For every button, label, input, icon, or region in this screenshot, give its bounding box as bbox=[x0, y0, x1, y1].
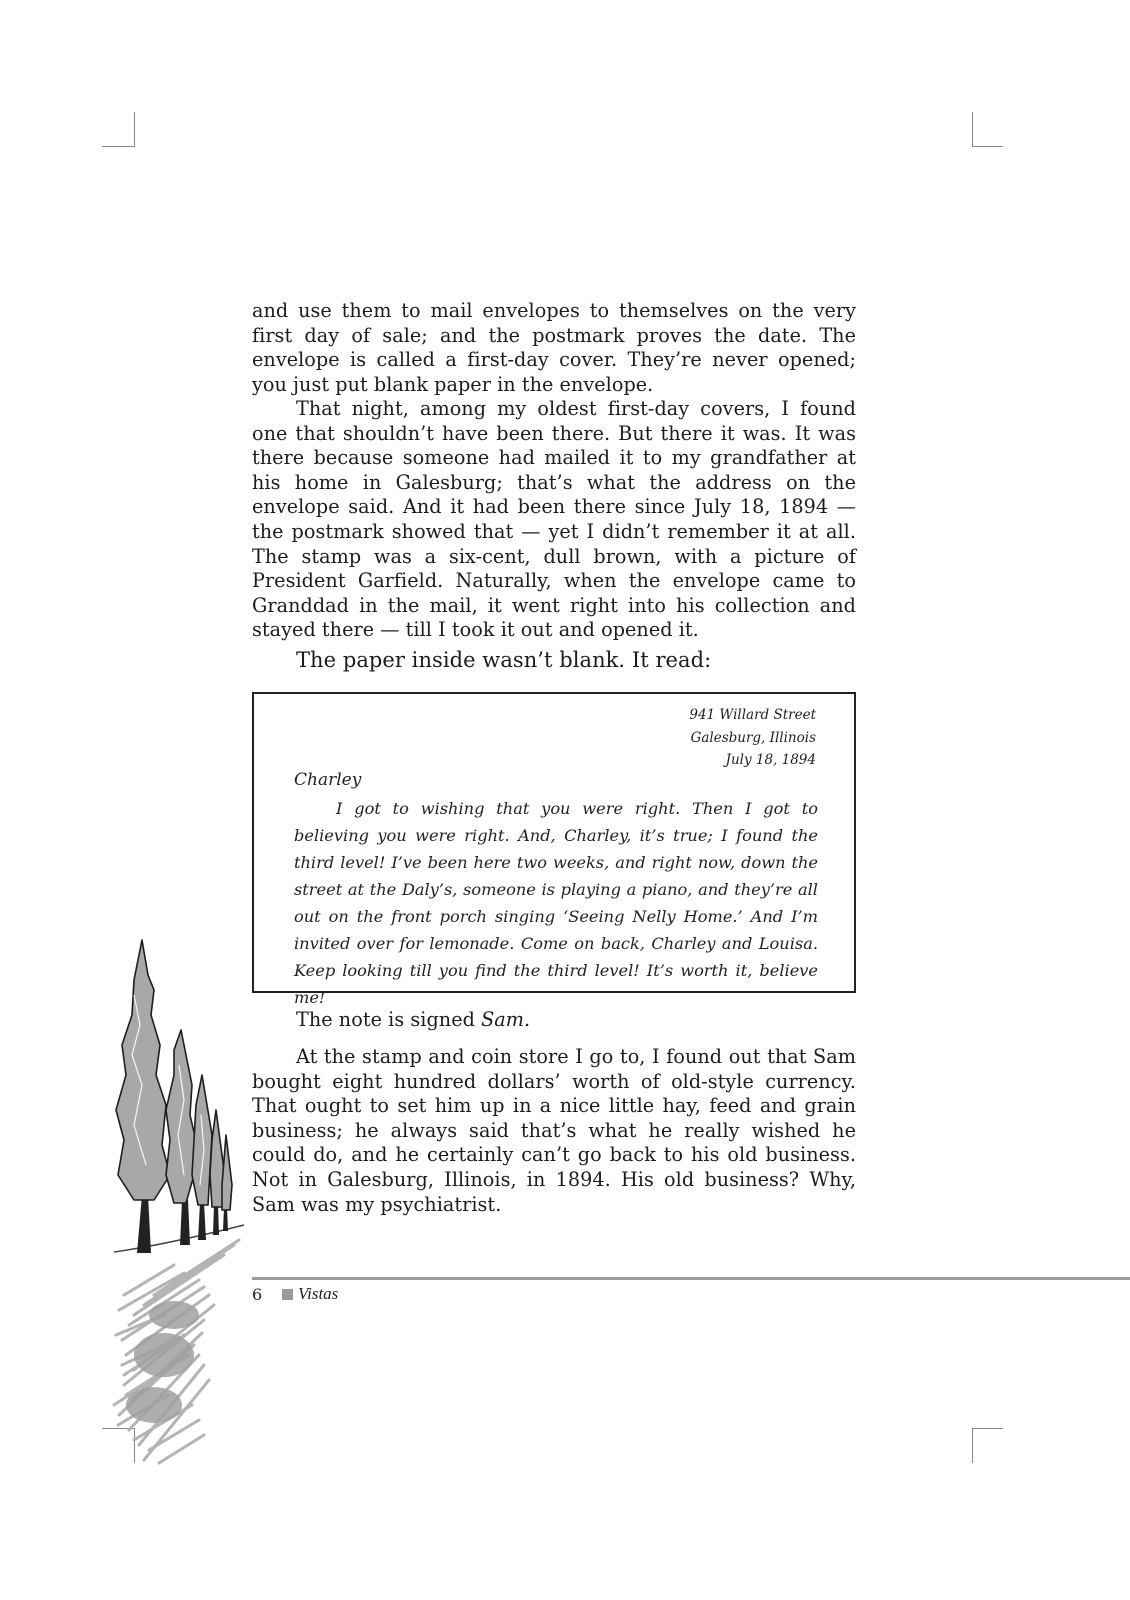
page-number: 6 bbox=[252, 1284, 263, 1304]
address-city: Galesburg, Illinois bbox=[690, 729, 816, 746]
paragraph-1: and use them to mail envelopes to themselves on the very first day of sale; and the postmark proves the date. The envelope is called a first-day cover. They’re never opened; you just put blank paper in the envelope. bbox=[252, 299, 856, 396]
crop-mark-top-left bbox=[102, 112, 135, 147]
book-title: Vistas bbox=[298, 1284, 339, 1303]
signed-note-text: The note is signed bbox=[296, 1008, 482, 1031]
crop-mark-bottom-right bbox=[972, 1428, 1003, 1463]
square-bullet-icon bbox=[282, 1289, 293, 1300]
crop-mark-top-right bbox=[972, 112, 1003, 147]
paragraph-3: The paper inside wasn’t blank. It read: bbox=[296, 648, 712, 672]
footer-rule bbox=[252, 1277, 1130, 1280]
address-street: 941 Willard Street bbox=[689, 707, 816, 723]
cypress-trees-icon bbox=[104, 935, 254, 1475]
paragraph-5: At the stamp and coin store I go to, I found out that Sam bought eight hundred dollars’ worth of old-style currency. That ought to set him up in a nice little hay, feed and grain business; he always said that’s what he really wished he could do, and he certainly can’t go back to his old business. Not in Galesburg, Illinois, in 1894. His old business? Why, Sam was my psychiatrist. bbox=[252, 1045, 856, 1216]
signed-name: Sam. bbox=[481, 1008, 531, 1031]
paragraph-2: That night, among my oldest first-day covers, I found one that shouldn’t have been there. But there it was. It was there because someone had mailed it to my grandfather at his home in Galesburg; that’s what the address on the envelope said. And it had been there since July 18, 1894 — the postmark showed that — yet I didn’t remember it at all. The stamp was a six-cent, dull brown, with a picture of President Garfield. Naturally, when the envelope came to Granddad in the mail, it went right into his collection and stayed there — till I took it out and opened it. bbox=[252, 397, 856, 642]
paragraph-4 bbox=[252, 1008, 856, 1033]
letter-box bbox=[252, 692, 856, 1007]
letter-body: I got to wishing that you were right. Then I got to believing you were right. And, Charley, it’s true; I found the third level! I’ve been here two weeks, and right now, down the street at the Daly’s, someone is playing a piano, and they’re all out on the front porch singing ‘Seeing Nelly Home.’ And I’m invited over for lemonade. Come on back, Charley and Louisa. Keep looking till you find the third level! It’s worth it, believe me! bbox=[294, 799, 818, 1007]
page-footer bbox=[252, 1284, 338, 1304]
letter-salutation: Charley bbox=[294, 770, 362, 790]
letter-date: July 18, 1894 bbox=[725, 752, 816, 768]
letter-address bbox=[689, 704, 816, 772]
